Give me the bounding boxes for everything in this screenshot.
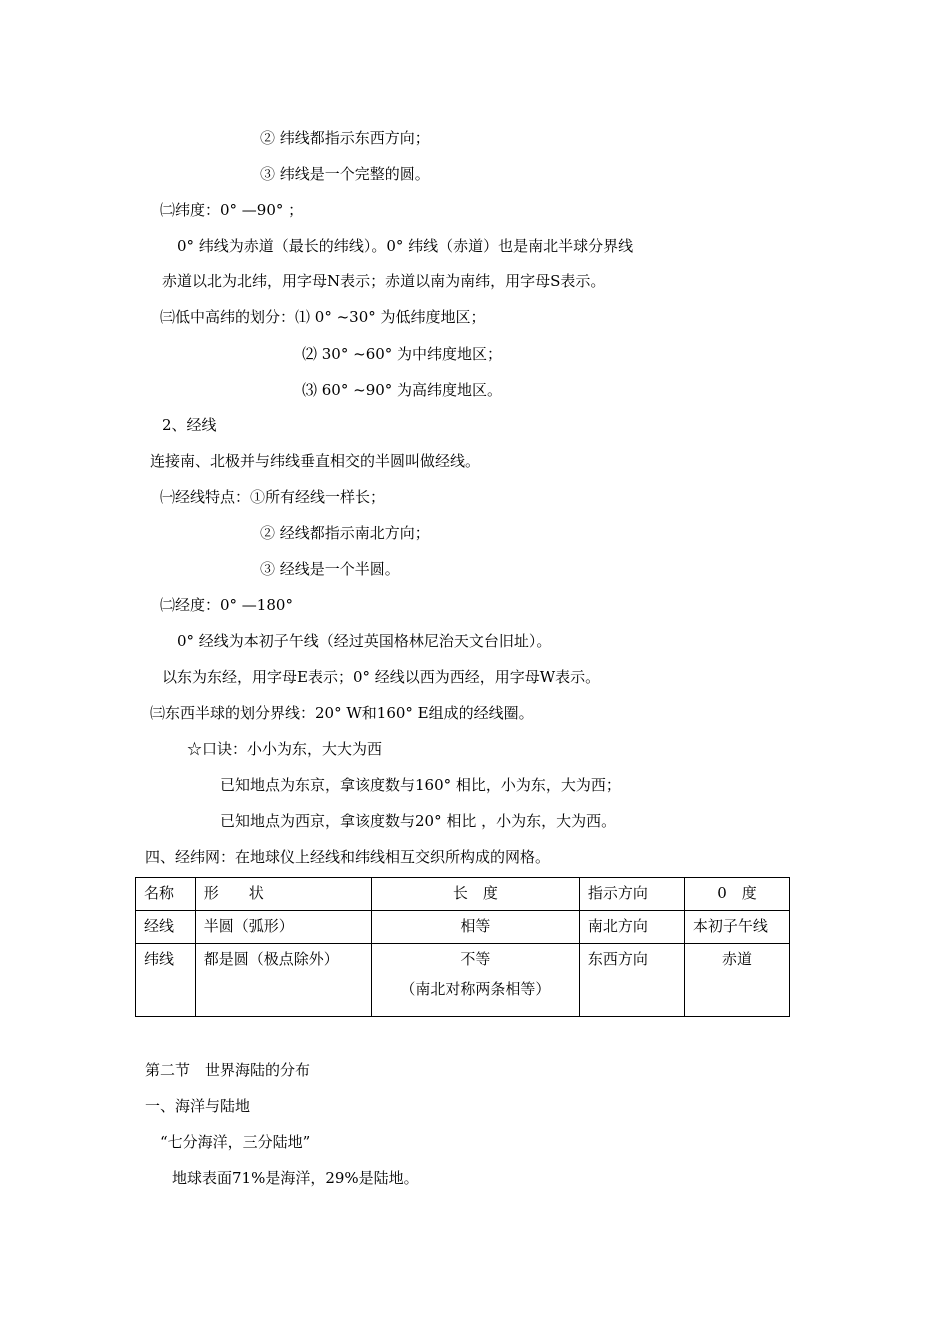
text-line: ㈢低中高纬的划分：⑴ 0° ~30° 为低纬度地区； bbox=[160, 308, 486, 326]
table-cell-line: （南北对称两条相等） bbox=[400, 980, 551, 998]
section-heading: 2、经线 bbox=[162, 416, 217, 434]
text-line: ☆口诀：小小为东，大大为西 bbox=[187, 740, 383, 758]
text-line: ③ 纬线是一个完整的圆。 bbox=[260, 165, 430, 183]
table-row bbox=[136, 911, 790, 944]
table-cell: 都是圆（极点除外） bbox=[195, 944, 371, 1017]
table-header-cell: 长 度 bbox=[371, 878, 579, 911]
table-cell: 经线 bbox=[136, 911, 196, 944]
table-header-cell: 0 度 bbox=[684, 878, 789, 911]
text-line: ② 经线都指示南北方向； bbox=[260, 524, 430, 542]
table-header-row bbox=[136, 878, 790, 911]
text-line: 赤道以北为北纬，用字母N表示；赤道以南为南纬，用字母S表示。 bbox=[162, 272, 606, 290]
graticule-table bbox=[135, 877, 790, 1017]
table-cell: 纬线 bbox=[136, 944, 196, 1017]
table-cell: 本初子午线 bbox=[684, 911, 789, 944]
table-header-cell: 名称 bbox=[136, 878, 196, 911]
text-line: ㈡经度：0° —180° bbox=[160, 596, 293, 614]
table-row bbox=[136, 944, 790, 1017]
text-line: ㈢东西半球的划分界线：20° W和160° E组成的经线圈。 bbox=[150, 704, 534, 722]
section-title: 第二节 世界海陆的分布 bbox=[145, 1061, 311, 1079]
table-cell bbox=[371, 944, 579, 1017]
text-line: 已知地点为西京，拿该度数与20° 相比 ，小为东，大为西。 bbox=[220, 812, 617, 830]
text-line: ⑵ 30° ~60° 为中纬度地区； bbox=[302, 345, 503, 363]
text-line: 0° 经线为本初子午线（经过英国格林尼治天文台旧址）。 bbox=[177, 632, 552, 650]
text-line: 0° 纬线为赤道（最长的纬线）。0° 纬线（赤道）也是南北半球分界线 bbox=[177, 237, 634, 255]
table-cell: 半圆（弧形） bbox=[195, 911, 371, 944]
table-cell: 南北方向 bbox=[579, 911, 684, 944]
section-heading: 一、海洋与陆地 bbox=[145, 1097, 251, 1115]
table-cell-line: 不等 bbox=[460, 950, 491, 968]
text-line: 以东为东经，用字母E表示；0° 经线以西为西经，用字母W表示。 bbox=[162, 668, 601, 686]
table-header-cell: 形 状 bbox=[195, 878, 371, 911]
section-heading: 四、经纬网：在地球仪上经线和纬线相互交织所构成的网格。 bbox=[145, 848, 551, 866]
text-line: “七分海洋，三分陆地” bbox=[160, 1133, 311, 1151]
table-cell: 东西方向 bbox=[579, 944, 684, 1017]
text-line: 连接南、北极并与纬线垂直相交的半圆叫做经线。 bbox=[150, 452, 481, 470]
table-cell: 赤道 bbox=[684, 944, 789, 1017]
text-line: ㈠经线特点：①所有经线一样长； bbox=[160, 488, 386, 506]
text-line: ⑶ 60° ~90° 为高纬度地区。 bbox=[302, 381, 503, 399]
text-line: 地球表面71%是海洋，29%是陆地。 bbox=[172, 1169, 419, 1187]
text-line: ③ 经线是一个半圆。 bbox=[260, 560, 400, 578]
text-line: 已知地点为东京，拿该度数与160° 相比，小为东，大为西； bbox=[220, 776, 621, 794]
text-line: ② 纬线都指示东西方向； bbox=[260, 129, 430, 147]
text-line: ㈡纬度：0° —90° ； bbox=[160, 201, 304, 219]
table-header-cell: 指示方向 bbox=[579, 878, 684, 911]
table-cell: 相等 bbox=[371, 911, 579, 944]
